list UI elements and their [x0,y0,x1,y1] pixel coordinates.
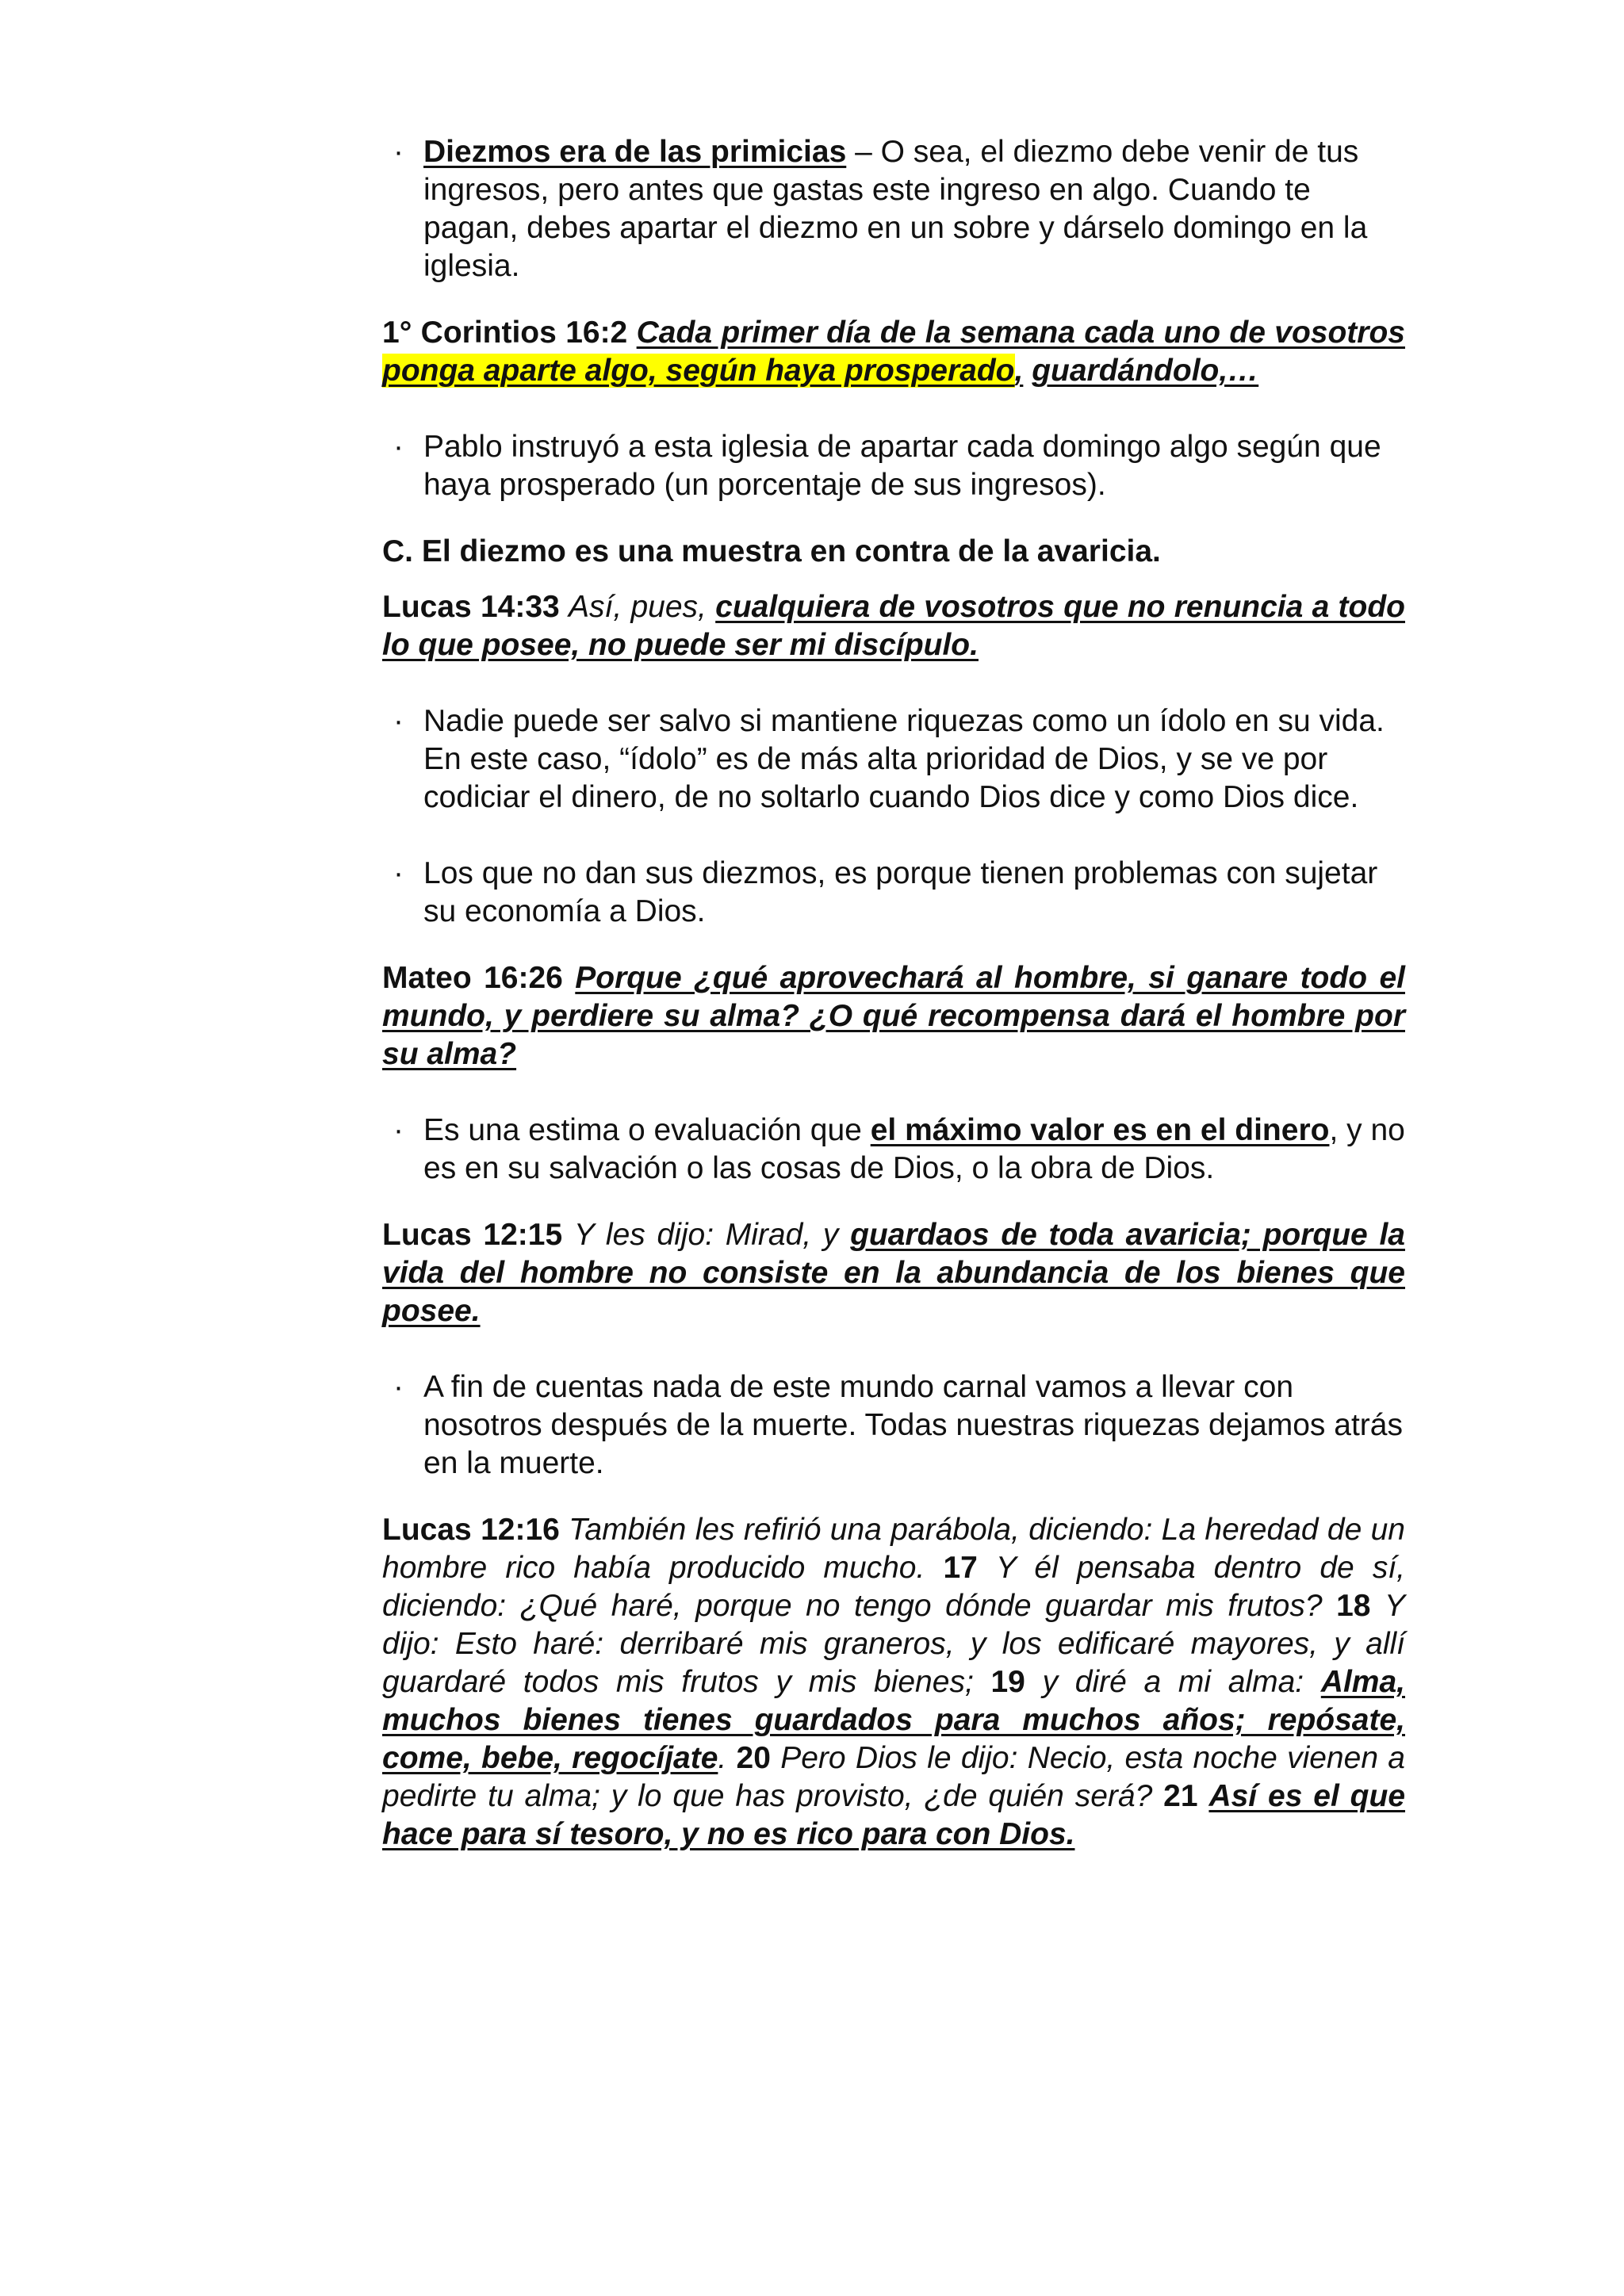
verse-text: cualquiera de vosotros que no renuncia a todo lo que posee, no puede ser mi discípulo. [382,590,1405,662]
verse-mateo-16-26 [382,959,1405,1073]
verse-text: guardaos de toda avaricia; porque la vida del hombre no consiste en la abundancia de los bienes que posee. [382,1218,1405,1328]
verse-lucas-12-16 [382,1511,1405,1854]
verse-text: Alma, muchos bienes tienes guardados para muchos años; repósate, come, bebe, regocíjate [382,1665,1405,1775]
verse-text: Y él pensaba dentro de sí, diciendo: ¿Qué haré, porque no tengo dónde guardar mis frutos? [382,1551,1405,1623]
verse-text: Pero Dios le dijo: Necio, esta noche vienen a pedirte tu alma; y lo que has provisto, ¿de quién será? [382,1741,1405,1813]
bullet-primicias [382,133,1405,285]
bullet-text: Los que no dan sus diezmos, es porque tienen problemas con sujetar su economía a Dios. [423,856,1378,928]
verse-text: Y les dijo: Mirad, y [573,1218,839,1252]
verse-number: 18 [1336,1589,1371,1623]
verse-text: Y dijo: Esto haré: derribaré mis graneros, y los edificaré mayores, y allí guardaré todos mis frutos y mis bienes; [382,1589,1406,1699]
verse-reference: Lucas 12:15 [382,1218,563,1252]
bullet-fin-de-cuentas [382,1368,1405,1483]
verse-text: guardándolo,… [1032,354,1259,388]
document-page [382,133,1405,1892]
bullet-strong-text: Diezmos era de las primicias [423,135,847,169]
bullet-text: Pablo instruyó a esta iglesia de apartar cada domingo algo según que haya prosperado (un porcentaje de sus ingresos). [423,430,1381,502]
verse-highlight: ponga aparte algo, según haya prosperado [382,354,1015,388]
verse-number: 21 [1163,1779,1198,1813]
bullet-text: Es una estima o evaluación que [423,1113,871,1147]
bullet-strong-text: el máximo valor es en el dinero [870,1113,1330,1147]
verse-number: 19 [990,1665,1025,1699]
verse-number: 17 [943,1551,978,1585]
bullet-dot: · [393,1370,404,1404]
verse-text: y diré a mi alma: [1042,1665,1304,1699]
bullet-text: A fin de cuentas nada de este mundo carnal vamos a llevar con nosotros después de la muerte. Todas nuestras riquezas dejamos atrás en la muerte. [423,1370,1403,1480]
verse-text: También les refirió una parábola, diciendo: La heredad de un hombre rico había producido mucho. [382,1513,1405,1585]
bullet-text: – O sea, el diezmo debe venir de tus ingresos, pero antes que gastas este ingreso en algo. Cuando te pagan, debes apartar el diezmo en un sobre y dárselo domingo en la iglesia. [423,135,1368,283]
bullet-dot: · [393,704,404,738]
bullet-diezmos [382,855,1405,931]
verse-reference: 1° Corintios 16:2 [382,316,628,350]
verse-text: Así, pues, [569,590,707,624]
verse-1-corintios [382,314,1405,390]
bullet-dot: · [393,1113,404,1147]
verse-text: Cada primer día de la semana cada uno de vosotros [636,316,1405,350]
section-heading: C. El diezmo es una muestra en contra de la avaricia. [382,534,1161,568]
verse-lucas-14-33 [382,588,1405,664]
verse-text: , [1014,354,1024,388]
bullet-idolo [382,702,1405,817]
verse-reference: Mateo 16:26 [382,961,563,995]
verse-reference: Lucas 12:16 [382,1513,560,1547]
verse-text: Porque ¿qué aprovechará al hombre, si ganare todo el mundo, y perdiere su alma? ¿O qué recompensa dará el hombre por su alma? [382,961,1405,1071]
bullet-dot: · [393,856,404,890]
bullet-dot: · [393,135,404,169]
bullet-dot: · [393,430,404,464]
verse-text: . [718,1741,727,1775]
verse-reference: Lucas 14:33 [382,590,560,624]
verse-number: 20 [736,1741,771,1775]
bullet-estima [382,1112,1405,1188]
bullet-pablo [382,428,1405,504]
verse-lucas-12-15 [382,1216,1405,1330]
bullet-text: Nadie puede ser salvo si mantiene riquezas como un ídolo en su vida. En este caso, “ídolo” es de más alta prioridad de Dios, y se ve por codiciar el dinero, de no soltarlo cuando Dios dice y como Dios dice. [423,704,1385,814]
bullet-text: , y no es en su salvación o las cosas de Dios, o la obra de Dios. [423,1113,1405,1185]
verse-text: Así es el que hace para sí tesoro, y no es rico para con Dios. [382,1779,1406,1851]
